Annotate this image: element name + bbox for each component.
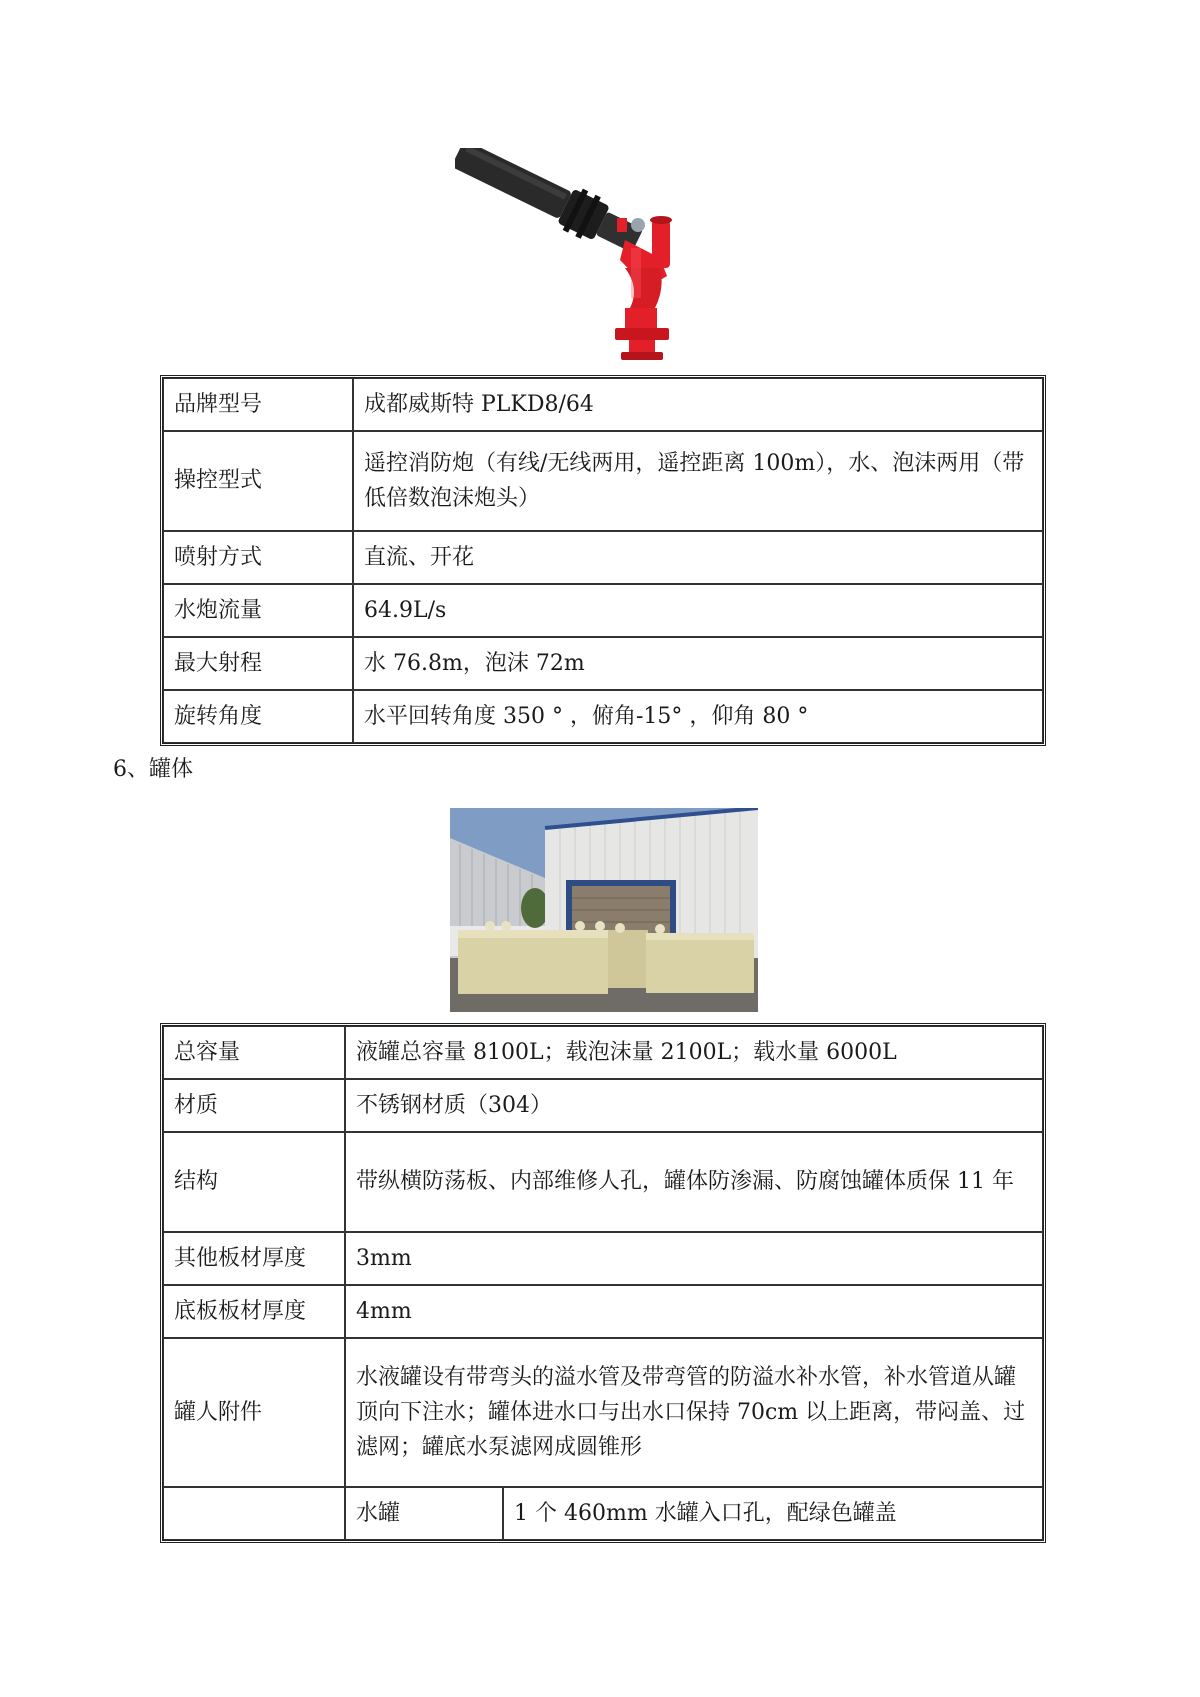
spec-label: 其他板材厚度 xyxy=(163,1232,345,1285)
spec-value: 64.9L/s xyxy=(353,584,1043,637)
table-row xyxy=(163,431,1043,531)
table-row xyxy=(163,637,1043,690)
table-row xyxy=(163,531,1043,584)
table-row xyxy=(163,1487,1043,1540)
section-heading: 6、罐体 xyxy=(113,757,193,782)
spec-sub-label: 水罐 xyxy=(345,1487,503,1540)
table-row xyxy=(163,1079,1043,1132)
spec-label: 最大射程 xyxy=(163,637,353,690)
spec-value: 液罐总容量 8100L；载泡沫量 2100L；载水量 6000L xyxy=(345,1026,1043,1079)
table-row xyxy=(163,584,1043,637)
spec-label: 喷射方式 xyxy=(163,531,353,584)
spec-value: 水平回转角度 350 ° ，俯角-15° ，仰角 80 ° xyxy=(353,690,1043,743)
spec-label: 罐人附件 xyxy=(163,1338,345,1487)
spec-value: 水 76.8m，泡沫 72m xyxy=(353,637,1043,690)
spec-label: 总容量 xyxy=(163,1026,345,1079)
tank-photo xyxy=(450,808,758,1012)
table-row xyxy=(163,690,1043,743)
spec-label: 底板板材厚度 xyxy=(163,1285,345,1338)
spec-value: 不锈钢材质（304） xyxy=(345,1079,1043,1132)
spec-label: 材质 xyxy=(163,1079,345,1132)
fire-monitor-photo xyxy=(455,148,735,363)
spec-label: 操控型式 xyxy=(163,431,353,531)
spec-value: 水液罐设有带弯头的溢水管及带弯管的防溢水补水管，补水管道从罐顶向下注水；罐体进水口与出水口保持 70cm 以上距离，带闷盖、过滤网；罐底水泵滤网成圆锥形 xyxy=(345,1338,1043,1487)
spec-label: 品牌型号 xyxy=(163,378,353,431)
table-row xyxy=(163,1132,1043,1232)
spec-label: 旋转角度 xyxy=(163,690,353,743)
spec-value: 4mm xyxy=(345,1285,1043,1338)
spec-label: 结构 xyxy=(163,1132,345,1232)
fire-monitor-spec-table xyxy=(160,375,1046,746)
table-row xyxy=(163,1285,1043,1338)
spec-label xyxy=(163,1487,345,1540)
spec-value: 3mm xyxy=(345,1232,1043,1285)
table-row xyxy=(163,1338,1043,1487)
spec-value: 成都威斯特 PLKD8/64 xyxy=(353,378,1043,431)
spec-value: 遥控消防炮（有线/无线两用，遥控距离 100m），水、泡沫两用（带低倍数泡沫炮头） xyxy=(353,431,1043,531)
table-row xyxy=(163,1232,1043,1285)
table-row xyxy=(163,1026,1043,1079)
spec-label: 水炮流量 xyxy=(163,584,353,637)
tank-spec-table xyxy=(160,1023,1046,1543)
spec-value: 带纵横防荡板、内部维修人孔，罐体防渗漏、防腐蚀罐体质保 11 年 xyxy=(345,1132,1043,1232)
table-row xyxy=(163,378,1043,431)
spec-value: 直流、开花 xyxy=(353,531,1043,584)
spec-value: 1 个 460mm 水罐入口孔，配绿色罐盖 xyxy=(503,1487,1043,1540)
